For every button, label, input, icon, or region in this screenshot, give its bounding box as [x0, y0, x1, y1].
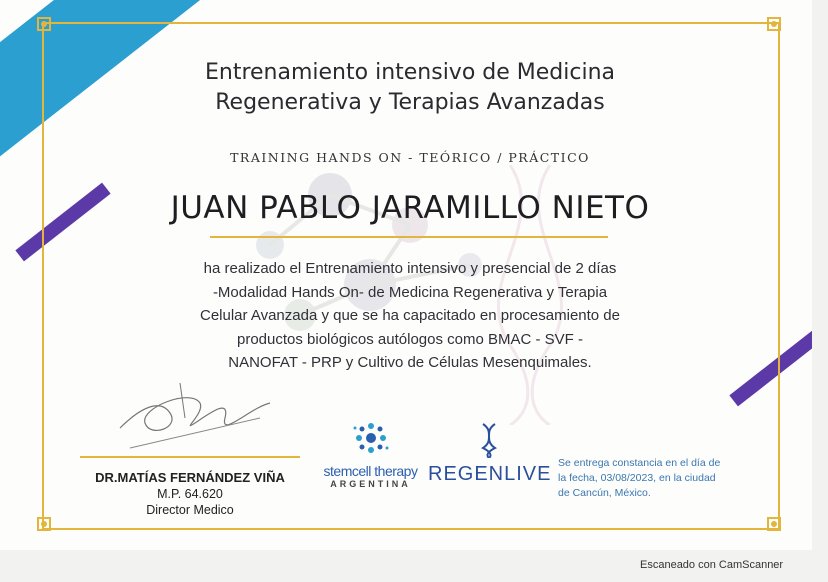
note-line: de Cancún, México. — [558, 487, 651, 499]
stemcell-logo-subtext: ARGENTINA — [330, 479, 411, 489]
training-subtitle: TRAINING HANDS ON - TEÓRICO / PRÁCTICO — [230, 150, 590, 165]
signer-license: M.P. 64.620 — [157, 487, 223, 501]
note-line: la fecha, 03/08/2023, en la ciudad — [558, 472, 716, 484]
note-line: Se entrega constancia en el día de — [558, 457, 721, 469]
name-underline — [210, 236, 608, 238]
certificate-body — [140, 257, 680, 375]
corner-ornament-icon — [36, 16, 52, 32]
issue-note — [558, 456, 758, 501]
title-line-2: Regenerativa y Terapias Avanzadas — [215, 90, 605, 115]
regenlive-logo-text: REGENLIVE — [428, 463, 552, 485]
certificate-title — [140, 58, 680, 118]
stemcell-dots-icon — [351, 418, 391, 458]
body-line: -Modalidad Hands On- de Medicina Regenerativa y Terapia — [212, 283, 608, 301]
signer-role: Director Medico — [146, 503, 234, 517]
corner-ornament-icon — [36, 516, 52, 532]
recipient-name: JUAN PABLO JARAMILLO NIETO — [170, 190, 650, 226]
signer-name: DR.MATÍAS FERNÁNDEZ VIÑA — [95, 470, 285, 485]
stemcell-therapy-logo — [313, 418, 428, 498]
body-line: NANOFAT - PRP y Cultivo de Células Mesenquimales. — [228, 354, 592, 371]
body-line: Celular Avanzada y que se ha capacitado en procesamiento de — [199, 307, 620, 324]
regenlive-logo — [428, 422, 550, 492]
handwritten-signature — [110, 378, 310, 453]
body-line: productos biológicos autólogos como BMAC - SVF - — [237, 330, 583, 348]
corner-ornament-icon — [766, 16, 782, 32]
corner-ornament-icon — [766, 516, 782, 532]
stemcell-logo-text: stemcell therapy — [323, 463, 418, 479]
title-line-1: Entrenamiento intensivo de Medicina — [204, 60, 616, 85]
scanner-watermark-label: Escaneado con CamScanner — [640, 559, 784, 571]
body-line: ha realizado el Entrenamiento intensivo y presencial de 2 días — [203, 260, 617, 277]
dna-helix-icon — [479, 422, 499, 458]
signature-line — [80, 456, 300, 458]
